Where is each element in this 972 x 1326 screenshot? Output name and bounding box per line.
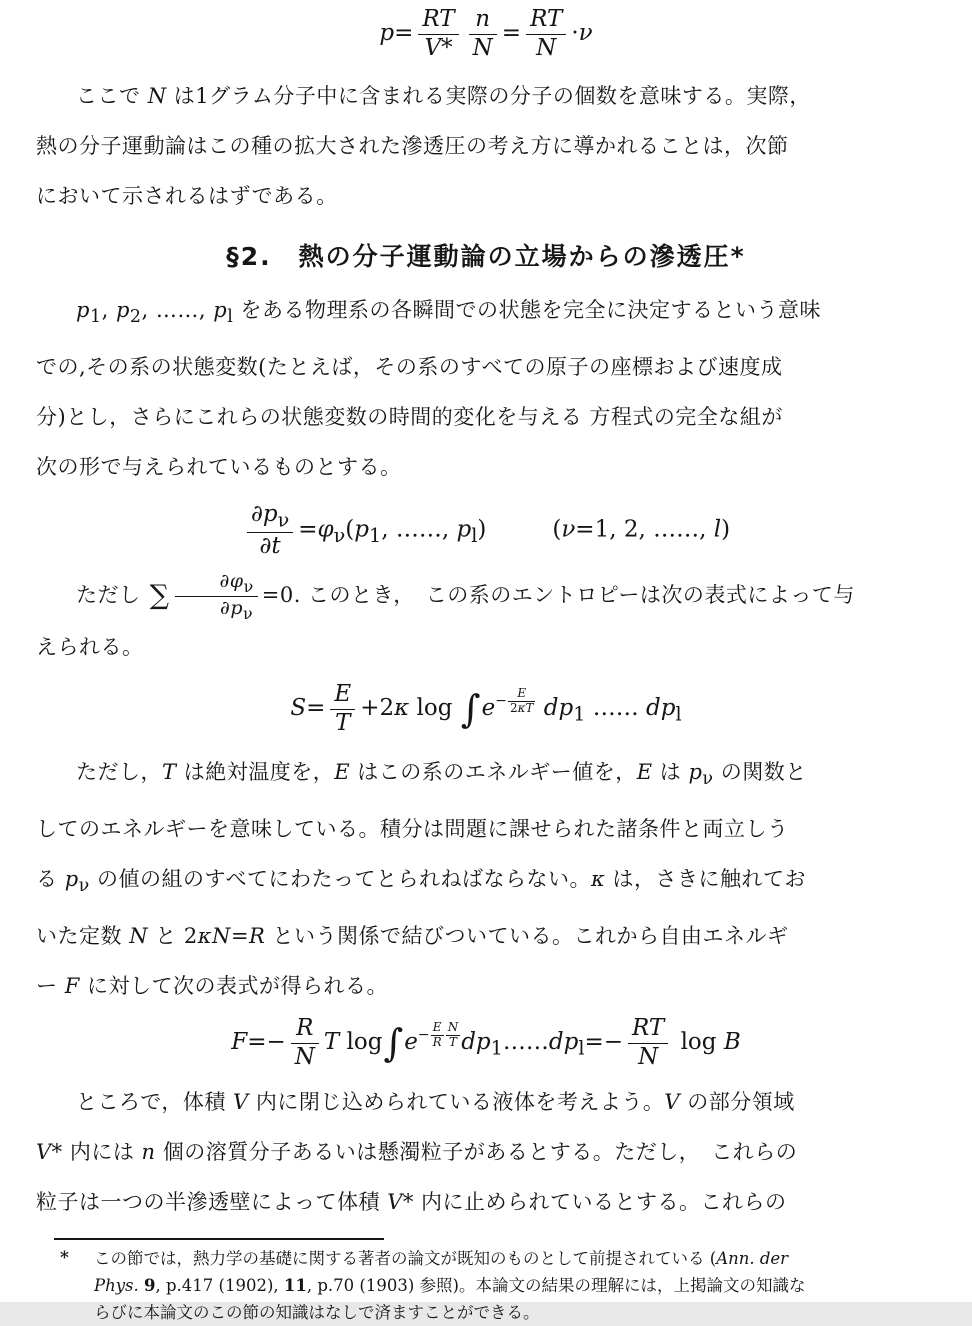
footnote-text [94,1245,936,1326]
text-line: らびに本論文のこの節の知識はなしで済ますことができる。 [94,1303,540,1323]
text-line: る $p_\nu$ の値の組のすべてにわたってとられねばならない。κ は，さきに触れてお [36,866,807,896]
text-line: ー F に対して次の表式が得られる。 [36,973,388,998]
section-heading: §2. 熱の分子運動論の立場からの滲透圧* [226,242,746,272]
text-line: いた定数 N と 2κN=R という関係で結びついている。これから自由エネルギ [36,923,789,948]
footnote [36,1245,936,1326]
text-line: ここで N は1グラム分子中に含まれる実際の分子の個数を意味する。実際， [76,84,811,109]
text-line: において示されるはずである。 [36,184,338,209]
state-variables-paragraph [36,285,936,492]
energy-explanation-paragraph [36,747,936,1011]
text-line: してのエネルギーを意味している。積分は問題に課せられた諸条件と両立しう [36,816,789,841]
text-line: ただし ∑ $\frac{\partial\varphi_\nu}{\partial p_\nu}$ =0. このとき， この系のエントロピーは次の表式によって与 [76,569,855,623]
text-line: 次の形で与えられているものとする。 [36,455,402,480]
text-line: 熱の分子運動論はこの種の拡大された滲透圧の考え方に導かれることは，次節 [36,134,789,159]
formula-equations-of-motion: $\frac{\partial p_\nu}{\partial t}$ $=\varphi_\nu(p_1$, ……, $p_l$) (ν=1, 2, ……, l) [36,501,936,560]
text-line: Phys. 9, p.417 (1902), 11, p.70 (1903) 参照)。本論文の結果の理解には，上掲論文の知識な [94,1276,806,1296]
confined-liquid-paragraph [36,1077,936,1227]
text-line: 粒子は一つの半滲透壁によって体積 V* 内に止められているとする。これらの [36,1190,787,1215]
text-line: での,その系の状態変数(たとえば，その系のすべての原子の座標および速度成 [36,355,783,380]
text-line: ただし，T は絶対温度を，E はこの系のエネルギー値を，E は $p_\nu$ の関数と [76,759,807,789]
text-line: この節では，熱力学の基礎に関する著者の論文が既知のものとして前提されている (Ann. der [94,1249,789,1269]
footnote-divider [54,1238,384,1240]
footnote-marker: * [60,1248,69,1269]
text-line: $p_1$, $p_2$, ……, $p_l$ をある物理系の各瞬間での状態を完全に決定するという意味 [76,298,821,328]
formula-entropy: S= $\frac{E}{T}$ +2κ $\log \int e^{- \frac{E}{2\kappa T}}$ $dp_1$ …… $dp_l$ [290,681,682,736]
text-line: ところで，体積 V 内に閉じ込められている液体を考えよう。V の部分領域 [76,1090,795,1115]
intro-paragraph [36,71,936,221]
formula-free-energy: F=− $\frac{R}{N}$ T $\log\int e^{- \frac{E}{R} \frac{N}{T}}$ $dp_1\dots\dots dp_l=-$ $\frac{RT}{N}$ log B [231,1014,741,1070]
text-line: V* 内には n 個の溶質分子あるいは懸濁粒子があるとする。ただし， これらの [36,1140,798,1165]
entropy-intro-paragraph [36,570,936,673]
text-line: えられる。 [36,635,144,660]
text-line: 分)とし，さらにこれらの状態変数の時間的変化を与える 方程式の完全な組が [36,405,783,430]
formula-osmotic-pressure: p= $\frac{RT}{V*}$ $\frac{n}{N}$ = $\frac{RT}{N}$ ·ν [379,6,593,61]
